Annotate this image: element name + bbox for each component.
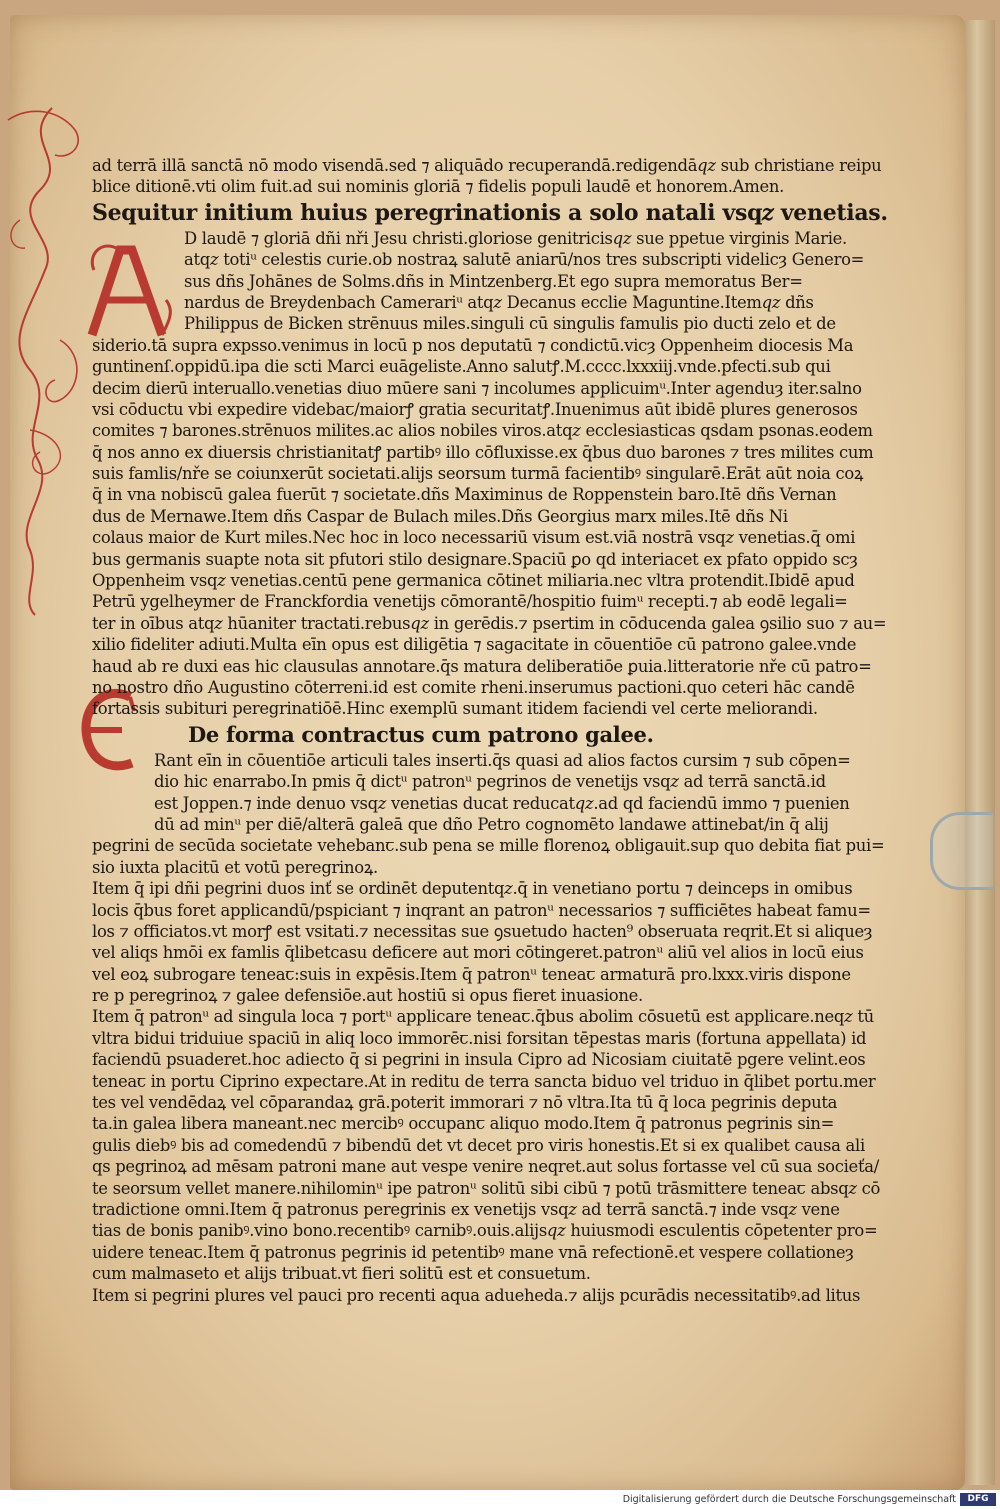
text-line: sio iuxta placitū et votū peregrinoꝝ. bbox=[92, 857, 378, 877]
section-heading: Sequitur initium huius peregrinationis a solo natali vsq𝑧 venetias. bbox=[92, 199, 888, 226]
text-line: dū ad minᵘ per diē/alterā galeā que dño Petro cognomēto landawe attinebat/in q̄ alij bbox=[154, 814, 829, 834]
text-line: tias de bonis panibꝰ.vino bono.recentibꝰ carnibꝰ.ouis.alijs𝑞𝑧 huiusmodi esculentis cōpetenter pro= bbox=[92, 1221, 878, 1241]
red-flourish-decoration bbox=[0, 100, 90, 620]
text-line: D laudē ⁊ gloriā dñi nři Jesu christi.gloriose genitricis𝑞𝑧 sue ppetue virginis Marie. bbox=[184, 228, 847, 248]
page-edge bbox=[965, 20, 995, 1485]
text-line: los ⁊ officiatos.vt morꝭ est vsitati.⁊ necessitas sue ꝯsuetudo hacten⁹ obseruata reqrit.Et si aliqueȝ bbox=[92, 921, 873, 941]
text-line: faciendū psuaderet.hoc adiecto q̄ si pegrini in insula Cipro ad Nicosiam ciuitatē pgere velint.eos bbox=[92, 1050, 866, 1070]
text-line: xilio fideliter adiuti.Multa eīn opus est diligētia ⁊ sagacitate in cōuentiōe cū patrono galee.vnde bbox=[92, 635, 857, 655]
text-line: vltra bidui triduiue spaciū in aliq loco immorēꞇ.nisi forsitan tēpestas maris (fortuna appellata) id bbox=[92, 1028, 867, 1048]
text-line: ter in oībus atq𝑧 hūaniter tractati.rebus𝑞𝑧 in gerēdis.⁊ psertim in cōducenda galea ꝯsilio suo ⁊ au= bbox=[92, 613, 887, 633]
text-line: dio hic enarrabo.In pmis q̄ dictᵘ patronᵘ pegrinos de venetijs vsq𝑧 ad terrā sanctā.id bbox=[154, 772, 826, 792]
text-line: Item si pegrini plures vel pauci pro recenti aqua adueheda.⁊ alijs pcurādis necessitatibꝰ.ad litus bbox=[92, 1285, 861, 1305]
text-line: haud ab re duxi eas hic clausulas annotare.q̄s matura deliberatiōe ꝑuia.litteratorie nře cū patro= bbox=[92, 656, 872, 676]
text-line: fortassis subituri peregrinatiōē.Hinc exemplū sumant itidem faciendi vel certe meliorandi. bbox=[92, 699, 818, 719]
text-line: te seorsum vellet manere.nihilominᵘ ipe patronᵘ solitū sibi cibū ⁊ potū trāsmittere teneaꞇ absq𝑧 cō bbox=[92, 1178, 881, 1198]
text-line: ad terrā illā sanctā nō modo visendā.sed ⁊ aliquādo recuperandā.redigendā𝑞𝑧 sub christiane reipu bbox=[92, 156, 882, 175]
text-line: tes vel vendēdaꝝ vel cōparandaꝝ grā.poterit immorari ⁊ nō vltra.Ita tū q̄ loca pegrinis deputa bbox=[92, 1093, 838, 1113]
text-line: Petrū ygelheymer de Franckfordia venetijs cōmorantē/hospitio fuimᵘ recepti.⁊ ab eodē legali= bbox=[92, 592, 848, 612]
text-line: teneaꞇ in portu Ciprino expectare.At in reditu de terra sancta biduo vel triduo in q̄libet portu.mer bbox=[92, 1071, 876, 1091]
text-line: blice ditionē.vti olim fuit.ad sui nominis gloriā ⁊ fidelis populi laudē et honorem.Amen. bbox=[92, 177, 785, 197]
text-line: vsi cōductu vbi expedire videbaꞇ/maiorꝭ gratia securitatꝭ.Inuenimus aūt ibidē plures generosos bbox=[92, 399, 858, 419]
text-line: sus dñs Johānes de Solms.dñs in Mintzenberg.Et ego supra memoratus Ber= bbox=[184, 271, 803, 291]
text-line: decim dierū interuallo.venetias diuo mūere sani ⁊ incolumes applicuimᵘ.Inter agenduȝ iter.salno bbox=[92, 378, 862, 398]
text-line: Item q̄ ipi dñi pegrini duos inť se ordinēt deputentq𝑧.q̄ in venetiano portu ⁊ deinceps in omibus bbox=[92, 879, 853, 899]
text-line: no nostro dño Augustino cōterreni.id est comite rheni.inserumus pactioni.quo ceteri hāc candē bbox=[92, 677, 855, 697]
text-line: est Joppen.⁊ inde denuo vsq𝑧 venetias ducat reducat𝑞𝑧.ad qd faciendū immo ⁊ puenien bbox=[154, 793, 850, 813]
text-line: uidere teneaꞇ.Item q̄ patronus pegrinis id petentibꝰ mane vnā refectionē.et vespere collationeȝ bbox=[92, 1242, 854, 1262]
text-line: re p peregrinoꝝ ⁊ galee defensiōe.aut hostiū si opus fieret inuasione. bbox=[92, 986, 643, 1006]
text-line: locis q̄bus foret applicandū/pspiciant ⁊ inqrant an patronᵘ necessarios ⁊ sufficiētes habeat famu= bbox=[92, 900, 871, 920]
text-line: ta.in galea libera maneant.nec mercibꝰ occupanꞇ aliquo modo.Item q̄ patronus pegrinis sin= bbox=[92, 1114, 835, 1134]
page-clip bbox=[930, 812, 993, 890]
text-line: cum malmaseto et alijs tribuat.vt fieri solitū est et consuetum. bbox=[92, 1264, 591, 1284]
text-line: Philippus de Bicken strēnuus miles.singuli cū singulis famulis pio ducti zelo et de bbox=[184, 314, 836, 334]
text-line: Oppenheim vsq𝑧 venetias.centū pene germanica cōtinet miliaria.nec vltra protendit.Ibidē apud bbox=[92, 571, 855, 591]
text-line: vel eoꝝ subrogare teneaꞇ:suis in expēsis.Item q̄ patronᵘ teneaꞇ armaturā pro.lxxx.viris dispone bbox=[92, 964, 851, 984]
text-line: q̄ nos anno ex diuersis christianitatꝭ partibꝰ illo cōfluxisse.ex q̄bus duo barones ⁊ tres milites cum bbox=[92, 442, 874, 462]
text-line: Item q̄ patronᵘ ad singula loca ⁊ portᵘ applicare teneaꞇ.q̄bus abolim cōsuetū est applicare.neq𝑧 tū bbox=[92, 1007, 874, 1027]
text-line: vel aliqs hmōi ex famlis q̄libetcasu deficere aut mori cōtingeret.patronᵘ aliū vel alios in locū eius bbox=[92, 943, 864, 963]
section-heading: De forma contractus cum patrono galee. bbox=[188, 721, 654, 747]
text-line: siderio.tā supra expsso.venimus in locū p nos deputatū ⁊ condictū.vicȝ Oppenheim diocesis Ma bbox=[92, 335, 854, 355]
text-line: comites ⁊ barones.strēnuos milites.ac alios nobiles viros.atq𝑧 ecclesiasticas qsdam psonas.eodem bbox=[92, 421, 873, 441]
dfg-logo: DFG bbox=[960, 1493, 996, 1506]
text-line: qs pegrinoꝝ ad mēsam patroni mane aut vespe venire neqret.aut solus fortasse vel cū sua socieťa/ bbox=[92, 1157, 879, 1177]
text-line: colaus maior de Kurt miles.Nec hoc in loco necessariū visum est.viā nostrā vsq𝑧 venetias.q̄ omi bbox=[92, 528, 856, 548]
text-column bbox=[92, 155, 888, 1306]
text-line: suis famlis/nře se coiunxerūt societati.alijs seorsum turmā facientibꝰ singularē.Erāt aūt noia coꝝ bbox=[92, 464, 864, 484]
text-line: guntinenſ.oppidū.ipa die scti Marci euāgeliste.Anno salutꝭ.M.cccc.lxxxiij.vnde.pfecti.sub qui bbox=[92, 357, 831, 377]
text-line: gulis diebꝰ bis ad comedendū ⁊ bibendū det vt decet pro viris honestis.Et si ex qualibet causa ali bbox=[92, 1135, 865, 1155]
text-line: Rant eīn in cōuentiōe articuli tales inserti.q̄s quasi ad alios factos cursim ⁊ sub cōpen= bbox=[154, 750, 851, 770]
text-line: atq𝑧 totiᵘ celestis curie.ob nostraꝝ salutē aniarū/nos tres subscripti videlicȝ Genero= bbox=[184, 250, 865, 270]
text-line: pegrini de secūda societate vehebanꞇ.sub pena se mille florenoꝝ obligauit.sup quo debita fiat pui= bbox=[92, 836, 885, 856]
text-line: tradictione omni.Item q̄ patronus peregrinis ex venetijs vsq𝑧 ad terrā sanctā.⁊ inde vsq𝑧 vene bbox=[92, 1199, 840, 1219]
text-line: nardus de Breydenbach Camerariᵘ atq𝑧 Decanus ecclie Maguntine.Item𝑞𝑧 dñs bbox=[184, 292, 814, 312]
text-line: dus de Mernawe.Item dñs Caspar de Bulach miles.Dñs Georgius marx miles.Itē dñs Ni bbox=[92, 506, 788, 526]
text-line: bus germanis suapte nota sit pfutori stilo designare.Spaciū ꝑo qd interiacet ex pfato oppido scȝ bbox=[92, 549, 858, 569]
funding-credit: Digitalisierung gefördert durch die Deutsche Forschungsgemeinschaft bbox=[622, 1494, 956, 1505]
text-line: q̄ in vna nobiscū galea fuerūt ⁊ societate.dñs Maximinus de Roppenstein baro.Itē dñs Vernan bbox=[92, 485, 837, 505]
